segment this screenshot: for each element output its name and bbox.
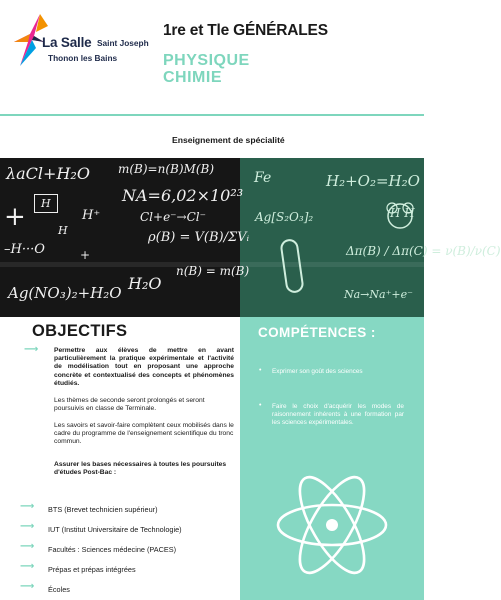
logo-campus-line1: Saint Joseph (97, 38, 149, 48)
bullet-icon: • (259, 402, 262, 409)
arrow-right-icon: ⟶ (24, 344, 39, 355)
subject-line-1: PHYSIQUE (163, 52, 250, 69)
subject-title (163, 52, 250, 86)
competences-heading: COMPÉTENCES : (258, 325, 376, 340)
objectifs-heading: OBJECTIFS (32, 322, 128, 340)
competence-item: Exprimer son goût des sciences (272, 368, 363, 375)
arrow-right-icon: ⟶ (20, 561, 35, 572)
list-item: Prépas et prépas intégrées (48, 565, 136, 574)
poursuites-heading: Assurer les bases nécessaires à toutes les poursuites d'études Post-Bac : (54, 461, 227, 477)
competence-item: Faire le choix d'acquérir les modes de raisonnement inhérents à une formation par les sciences expérimentales. (272, 403, 404, 426)
list-item: Facultés : Sciences médecine (PACES) (48, 545, 177, 554)
arrow-right-icon: ⟶ (20, 541, 35, 552)
molecule-icon (380, 196, 420, 236)
test-tube-icon (274, 236, 310, 300)
atom-icon (272, 465, 392, 585)
arrow-right-icon: ⟶ (20, 501, 35, 512)
subject-line-2: CHIMIE (163, 69, 222, 86)
school-logo (10, 12, 150, 74)
header-divider (0, 114, 424, 116)
arrow-right-icon: ⟶ (20, 581, 35, 592)
objectifs-paragraph-1: Les thèmes de seconde seront prolongés et seront poursuivis en classe de Terminale. (54, 397, 205, 413)
chalkboard-banner-image: λaCl+H₂O m(B)=n(B)M(B) NA=6,02×10²³ Cl+e⁻→Cl⁻ ρ(B) = V(B)/ΣVᵢ + H –H···O H H⁺ Ag(NO₃)₂+H₂O H₂O n(B) = m(B) + Fe H₂+O₂=H₂O Ag[S₂O₃]₂ Δπ(B) / Δπ(C) = ν(B)/ν(C) Na→Na⁺+e⁻ H H (0, 158, 424, 317)
arrow-right-icon: ⟶ (20, 521, 35, 532)
page-title: 1re et Tle GÉNÉRALES (163, 22, 328, 39)
list-item: IUT (Institut Universitaire de Technologie) (48, 525, 182, 534)
course-subtitle: Enseignement de spécialité (172, 135, 285, 145)
logo-campus-line2: Thonon les Bains (48, 53, 118, 63)
list-item: BTS (Brevet technicien supérieur) (48, 505, 158, 514)
logo-name: La Salle (42, 35, 92, 50)
bullet-icon: • (259, 367, 262, 374)
objectifs-paragraph-2: Les savoirs et savoir-faire complètent ceux mobilisés dans le cadre du programme de l'enseignement scientifique du tronc commun. (54, 422, 234, 446)
list-item: Écoles (48, 585, 70, 594)
objectifs-lead: Permettre aux élèves de mettre en avant particulièrement la pratique expérimentale et l'activité de modélisation tout en proposant une approche concrète et contextualisé des concepts et phénomènes étudiés. (54, 347, 234, 387)
